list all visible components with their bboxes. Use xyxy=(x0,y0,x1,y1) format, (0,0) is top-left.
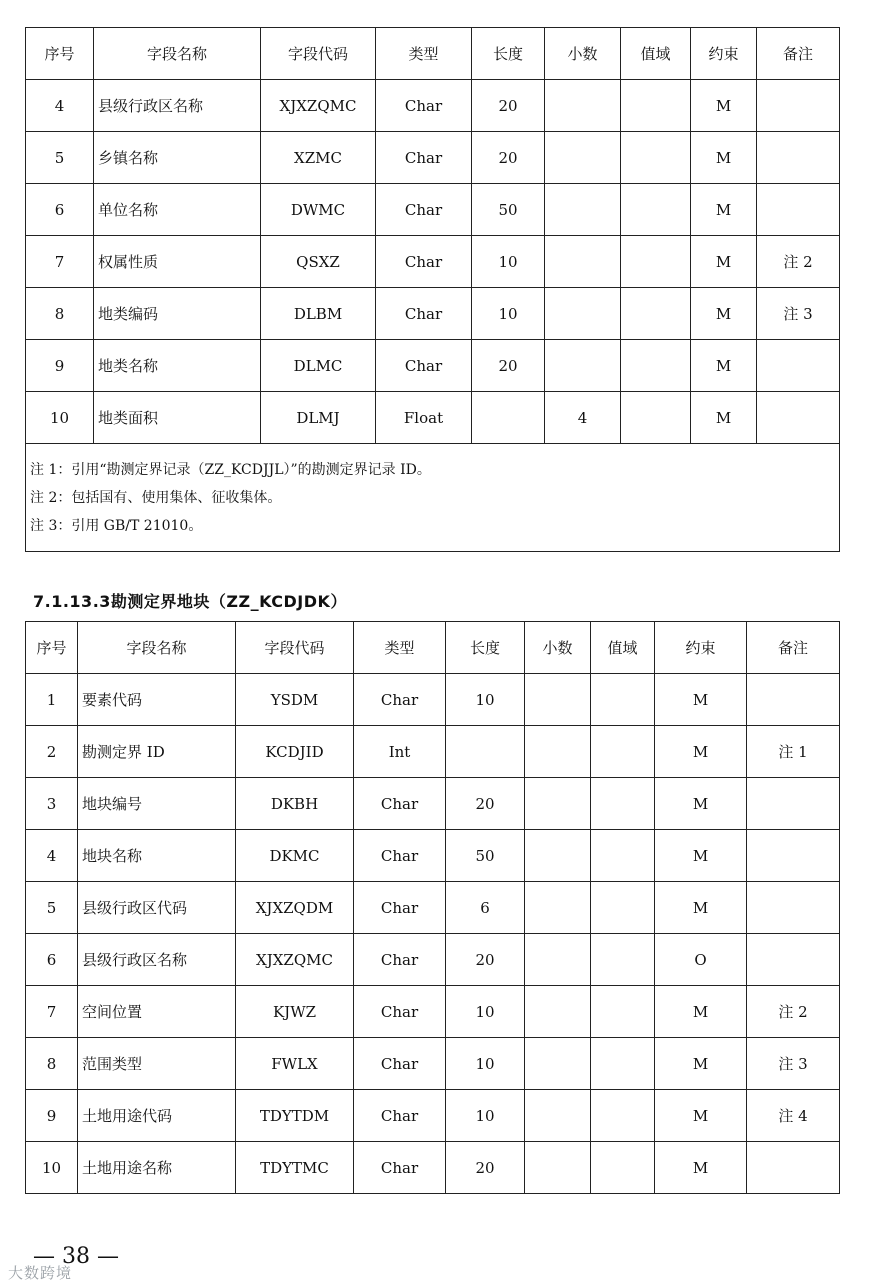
table-row xyxy=(26,392,840,444)
cell-remark xyxy=(757,340,840,392)
field-table-1 xyxy=(25,27,840,552)
header-field-name: 字段名称 xyxy=(94,28,261,80)
cell-seq: 8 xyxy=(26,288,94,340)
cell-field-code: XZMC xyxy=(261,132,376,184)
table-row xyxy=(26,830,840,882)
cell-decimal: 4 xyxy=(545,392,621,444)
cell-type: Char xyxy=(354,778,446,830)
cell-domain xyxy=(621,80,691,132)
table-row xyxy=(26,236,840,288)
cell-length: 20 xyxy=(446,778,525,830)
header-seq: 序号 xyxy=(26,28,94,80)
cell-field-name: 要素代码 xyxy=(78,674,236,726)
cell-length: 10 xyxy=(446,986,525,1038)
table-row xyxy=(26,934,840,986)
cell-field-name: 县级行政区代码 xyxy=(78,882,236,934)
table-row xyxy=(26,726,840,778)
cell-seq: 2 xyxy=(26,726,78,778)
cell-seq: 6 xyxy=(26,184,94,236)
cell-constraint: M xyxy=(655,1090,747,1142)
cell-constraint: M xyxy=(655,726,747,778)
cell-decimal xyxy=(545,288,621,340)
cell-domain xyxy=(591,1142,655,1194)
cell-field-name: 乡镇名称 xyxy=(94,132,261,184)
cell-type: Char xyxy=(354,830,446,882)
cell-length: 20 xyxy=(446,1142,525,1194)
cell-field-code: XJXZQMC xyxy=(261,80,376,132)
cell-seq: 5 xyxy=(26,882,78,934)
cell-type: Int xyxy=(354,726,446,778)
cell-remark: 注 2 xyxy=(747,986,840,1038)
header-domain: 值域 xyxy=(621,28,691,80)
cell-field-code: DKBH xyxy=(236,778,354,830)
cell-seq: 6 xyxy=(26,934,78,986)
cell-field-name: 地块编号 xyxy=(78,778,236,830)
header-field-code: 字段代码 xyxy=(236,622,354,674)
cell-field-name: 单位名称 xyxy=(94,184,261,236)
cell-domain xyxy=(591,882,655,934)
cell-remark: 注 1 xyxy=(747,726,840,778)
cell-type: Char xyxy=(354,986,446,1038)
cell-field-name: 范围类型 xyxy=(78,1038,236,1090)
cell-remark xyxy=(747,830,840,882)
cell-field-code: KJWZ xyxy=(236,986,354,1038)
cell-decimal xyxy=(525,1142,591,1194)
cell-field-code: DLMJ xyxy=(261,392,376,444)
cell-domain xyxy=(591,674,655,726)
cell-length: 20 xyxy=(472,132,545,184)
cell-decimal xyxy=(545,236,621,288)
header-domain: 值域 xyxy=(591,622,655,674)
table-header-row xyxy=(26,622,840,674)
cell-domain xyxy=(591,1090,655,1142)
header-remark: 备注 xyxy=(747,622,840,674)
cell-field-name: 勘测定界 ID xyxy=(78,726,236,778)
cell-length: 50 xyxy=(446,830,525,882)
cell-field-name: 县级行政区名称 xyxy=(94,80,261,132)
cell-constraint: O xyxy=(655,934,747,986)
cell-remark: 注 2 xyxy=(757,236,840,288)
cell-constraint: M xyxy=(655,986,747,1038)
cell-field-code: XJXZQDM xyxy=(236,882,354,934)
cell-constraint: M xyxy=(691,236,757,288)
cell-type: Char xyxy=(376,236,472,288)
cell-decimal xyxy=(525,778,591,830)
cell-remark xyxy=(757,80,840,132)
cell-constraint: M xyxy=(655,882,747,934)
cell-length xyxy=(472,392,545,444)
cell-decimal xyxy=(525,986,591,1038)
header-length: 长度 xyxy=(446,622,525,674)
cell-seq: 4 xyxy=(26,830,78,882)
cell-type: Char xyxy=(376,184,472,236)
cell-field-name: 地类名称 xyxy=(94,340,261,392)
cell-seq: 4 xyxy=(26,80,94,132)
cell-field-code: QSXZ xyxy=(261,236,376,288)
cell-type: Char xyxy=(354,1142,446,1194)
cell-remark xyxy=(757,392,840,444)
page-number: — 38 — xyxy=(33,1244,119,1269)
cell-decimal xyxy=(545,132,621,184)
cell-remark xyxy=(747,882,840,934)
cell-seq: 8 xyxy=(26,1038,78,1090)
cell-remark: 注 3 xyxy=(747,1038,840,1090)
cell-constraint: M xyxy=(691,80,757,132)
field-table-2 xyxy=(25,621,840,1194)
cell-constraint: M xyxy=(691,392,757,444)
cell-type: Char xyxy=(354,1090,446,1142)
cell-domain xyxy=(621,288,691,340)
cell-domain xyxy=(591,934,655,986)
header-type: 类型 xyxy=(354,622,446,674)
cell-remark: 注 4 xyxy=(747,1090,840,1142)
table-row xyxy=(26,674,840,726)
cell-field-code: DKMC xyxy=(236,830,354,882)
table-row xyxy=(26,1038,840,1090)
cell-seq: 10 xyxy=(26,392,94,444)
header-type: 类型 xyxy=(376,28,472,80)
cell-field-name: 土地用途名称 xyxy=(78,1142,236,1194)
cell-constraint: M xyxy=(691,288,757,340)
header-field-name: 字段名称 xyxy=(78,622,236,674)
cell-domain xyxy=(591,986,655,1038)
cell-type: Char xyxy=(354,1038,446,1090)
cell-field-name: 地类面积 xyxy=(94,392,261,444)
cell-decimal xyxy=(525,674,591,726)
header-constraint: 约束 xyxy=(655,622,747,674)
cell-decimal xyxy=(525,726,591,778)
cell-domain xyxy=(621,184,691,236)
cell-decimal xyxy=(525,1038,591,1090)
cell-constraint: M xyxy=(655,1142,747,1194)
cell-type: Char xyxy=(354,934,446,986)
cell-remark xyxy=(747,674,840,726)
cell-remark xyxy=(747,934,840,986)
header-constraint: 约束 xyxy=(691,28,757,80)
cell-length: 50 xyxy=(472,184,545,236)
cell-length: 10 xyxy=(446,674,525,726)
cell-field-name: 权属性质 xyxy=(94,236,261,288)
cell-remark: 注 3 xyxy=(757,288,840,340)
cell-decimal xyxy=(525,1090,591,1142)
cell-domain xyxy=(591,830,655,882)
cell-type: Char xyxy=(376,132,472,184)
header-field-code: 字段代码 xyxy=(261,28,376,80)
table-row xyxy=(26,1090,840,1142)
cell-field-code: YSDM xyxy=(236,674,354,726)
header-decimal: 小数 xyxy=(525,622,591,674)
cell-type: Char xyxy=(376,288,472,340)
cell-domain xyxy=(621,236,691,288)
table-row xyxy=(26,1142,840,1194)
cell-field-code: TDYTMC xyxy=(236,1142,354,1194)
cell-domain xyxy=(621,340,691,392)
table-row xyxy=(26,986,840,1038)
cell-decimal xyxy=(525,934,591,986)
cell-constraint: M xyxy=(691,340,757,392)
section-title: 7.1.13.3勘测定界地块（ZZ_KCDJDK） xyxy=(33,592,347,611)
cell-length: 6 xyxy=(446,882,525,934)
cell-constraint: M xyxy=(655,1038,747,1090)
watermark-logo: 大数跨境 xyxy=(8,1264,73,1282)
table-row xyxy=(26,882,840,934)
cell-field-name: 土地用途代码 xyxy=(78,1090,236,1142)
cell-field-name: 县级行政区名称 xyxy=(78,934,236,986)
cell-decimal xyxy=(545,80,621,132)
cell-domain xyxy=(591,778,655,830)
cell-length: 20 xyxy=(472,80,545,132)
cell-domain xyxy=(621,132,691,184)
cell-type: Char xyxy=(376,80,472,132)
cell-type: Char xyxy=(354,882,446,934)
header-remark: 备注 xyxy=(757,28,840,80)
cell-domain xyxy=(621,392,691,444)
table-row xyxy=(26,778,840,830)
table-row xyxy=(26,340,840,392)
cell-seq: 7 xyxy=(26,236,94,288)
note-3: 注 3：引用 GB/T 21010。 xyxy=(30,518,203,534)
cell-seq: 3 xyxy=(26,778,78,830)
table-header-row xyxy=(26,28,840,80)
cell-decimal xyxy=(525,830,591,882)
cell-length: 20 xyxy=(446,934,525,986)
note-2: 注 2：包括国有、使用集体、征收集体。 xyxy=(30,490,282,506)
cell-field-code: XJXZQMC xyxy=(236,934,354,986)
cell-field-code: TDYTDM xyxy=(236,1090,354,1142)
cell-seq: 1 xyxy=(26,674,78,726)
table-row xyxy=(26,288,840,340)
cell-length: 10 xyxy=(446,1038,525,1090)
header-seq: 序号 xyxy=(26,622,78,674)
header-decimal: 小数 xyxy=(545,28,621,80)
table-row xyxy=(26,80,840,132)
cell-length: 10 xyxy=(446,1090,525,1142)
cell-constraint: M xyxy=(691,184,757,236)
cell-length: 20 xyxy=(472,340,545,392)
cell-seq: 7 xyxy=(26,986,78,1038)
cell-field-name: 地类编码 xyxy=(94,288,261,340)
cell-length: 10 xyxy=(472,236,545,288)
cell-seq: 10 xyxy=(26,1142,78,1194)
cell-decimal xyxy=(545,340,621,392)
notes-row xyxy=(26,444,840,552)
cell-field-code: DWMC xyxy=(261,184,376,236)
cell-domain xyxy=(591,726,655,778)
cell-seq: 9 xyxy=(26,340,94,392)
table-row xyxy=(26,132,840,184)
cell-remark xyxy=(757,184,840,236)
cell-constraint: M xyxy=(691,132,757,184)
cell-seq: 5 xyxy=(26,132,94,184)
cell-field-name: 空间位置 xyxy=(78,986,236,1038)
cell-field-code: KCDJID xyxy=(236,726,354,778)
table-notes xyxy=(26,444,840,552)
cell-constraint: M xyxy=(655,674,747,726)
cell-type: Char xyxy=(354,674,446,726)
cell-field-code: FWLX xyxy=(236,1038,354,1090)
cell-domain xyxy=(591,1038,655,1090)
cell-field-code: DLMC xyxy=(261,340,376,392)
cell-field-name: 地块名称 xyxy=(78,830,236,882)
cell-type: Char xyxy=(376,340,472,392)
cell-constraint: M xyxy=(655,830,747,882)
header-length: 长度 xyxy=(472,28,545,80)
note-1: 注 1：引用“勘测定界记录（ZZ_KCDJJL）”的勘测定界记录 ID。 xyxy=(30,462,431,478)
cell-type: Float xyxy=(376,392,472,444)
cell-decimal xyxy=(525,882,591,934)
cell-seq: 9 xyxy=(26,1090,78,1142)
cell-constraint: M xyxy=(655,778,747,830)
table-row xyxy=(26,184,840,236)
cell-remark xyxy=(757,132,840,184)
cell-remark xyxy=(747,778,840,830)
cell-length xyxy=(446,726,525,778)
cell-remark xyxy=(747,1142,840,1194)
cell-length: 10 xyxy=(472,288,545,340)
cell-decimal xyxy=(545,184,621,236)
cell-field-code: DLBM xyxy=(261,288,376,340)
